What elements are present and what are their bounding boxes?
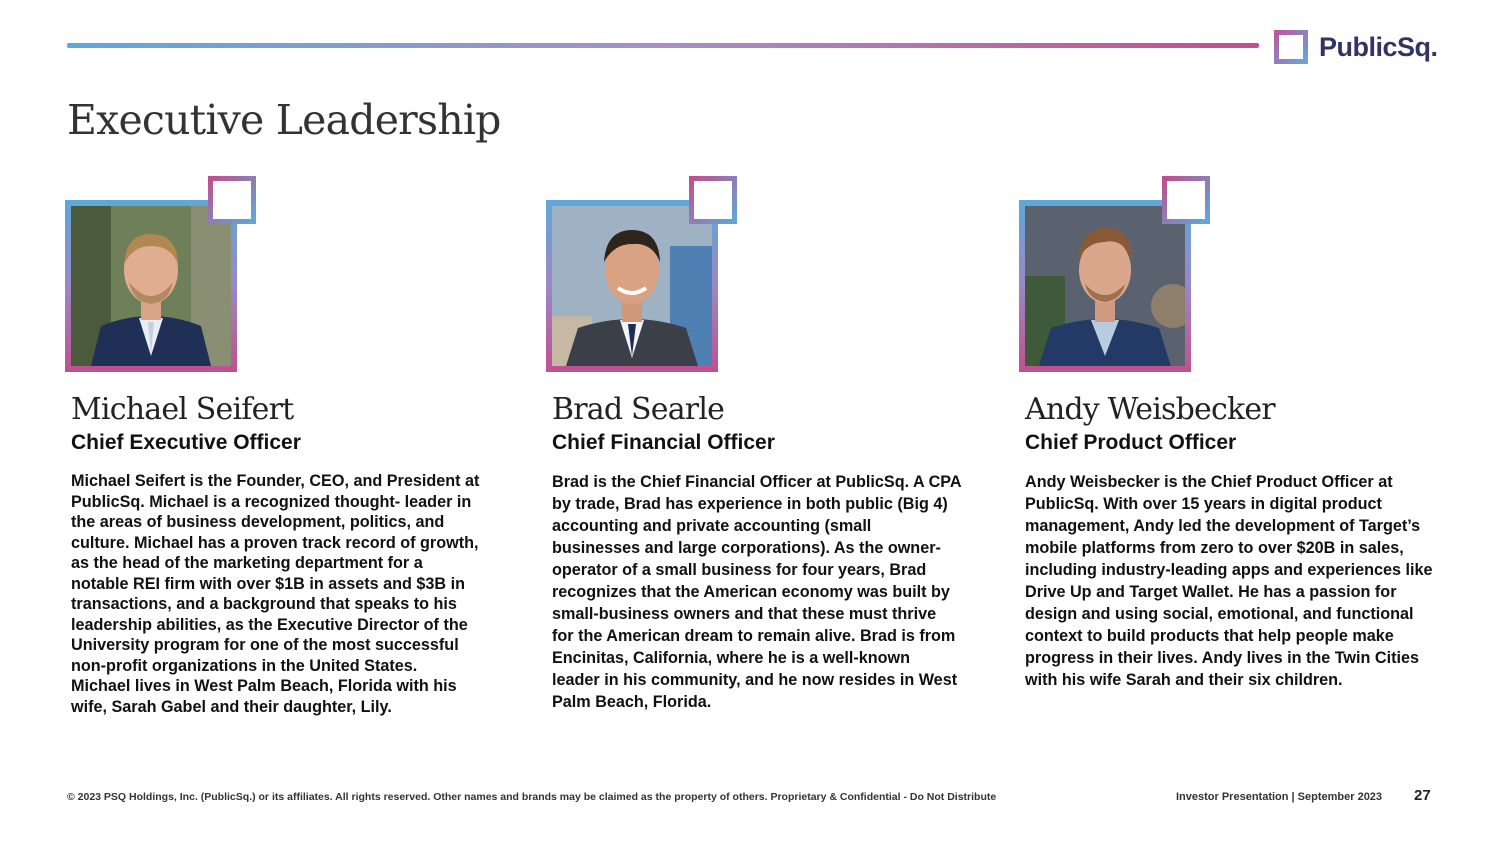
portrait-frame <box>65 176 260 372</box>
portrait-frame <box>546 176 741 372</box>
footer-legal-notice: © 2023 PSQ Holdings, Inc. (PublicSq.) or its affiliates. All rights reserved. Other names and brands may be claimed as the property of others. Proprietary & Confidential - Do Not Distribute <box>67 791 997 803</box>
decorative-square-icon <box>1162 176 1210 224</box>
executive-role: Chief Executive Officer <box>71 431 301 454</box>
logo-text: PublicSq. <box>1319 31 1438 62</box>
page-title: Executive Leadership <box>67 96 501 144</box>
portrait-photo-seifert <box>71 206 231 366</box>
executive-card-searle <box>546 176 986 713</box>
portrait-frame <box>1019 176 1214 372</box>
portrait-photo-searle <box>552 206 712 366</box>
executive-card-weisbecker <box>1019 176 1459 691</box>
logo-square-icon <box>1274 30 1308 64</box>
executive-bio: Brad is the Chief Financial Officer at PublicSq. A CPA by trade, Brad has experience in both public (Big 4) accounting and private accounting (small businesses and large corporations). As the owner- operator of a small business for four years, Brad recognizes that the American economy was built by small-business owners and that these must thrive for the American dream to remain alive. Brad is from Encinitas, California, where he is a well-known leader in his community, and he now resides in West Palm Beach, Florida. <box>552 473 961 711</box>
publicsq-logo <box>1274 29 1438 65</box>
executive-name: Andy Weisbecker <box>1025 392 1275 427</box>
decorative-square-icon <box>208 176 256 224</box>
executive-name: Brad Searle <box>552 392 725 427</box>
executive-role: Chief Product Officer <box>1025 431 1237 454</box>
executive-name: Michael Seifert <box>71 392 294 427</box>
executive-card-seifert <box>65 176 505 717</box>
footer-presentation-label: Investor Presentation | September 2023 <box>1176 791 1383 803</box>
decorative-square-icon <box>689 176 737 224</box>
page-number: 27 <box>1414 787 1431 804</box>
executive-bio: Michael Seifert is the Founder, CEO, and President at PublicSq. Michael is a recognized thought- leader in the areas of business development, politics, and culture. Michael has a proven track record of growth, as the head of the marketing department for a notable REI firm with over $1B in assets and $3B in transactions, and a background that speaks to his leadership abilities, as the Executive Director of the University program for one of the most successful non-profit organizations in the United States. Michael lives in West Palm Beach, Florida with his wife, Sarah Gabel and their daughter, Lily. <box>71 472 480 716</box>
portrait-photo-weisbecker <box>1025 206 1185 366</box>
executive-bio: Andy Weisbecker is the Chief Product Officer at PublicSq. With over 15 years in digital product management, Andy led the development of Target’s mobile platforms from zero to over $20B in sales, including industry-leading apps and experiences like Drive Up and Target Wallet. He has a passion for design and using social, emotional, and functional context to build products that help people make progress in their lives. Andy lives in the Twin Cities with his wife Sarah and their six children. <box>1025 473 1433 689</box>
executive-role: Chief Financial Officer <box>552 431 775 454</box>
header-gradient-rule <box>67 43 1259 48</box>
